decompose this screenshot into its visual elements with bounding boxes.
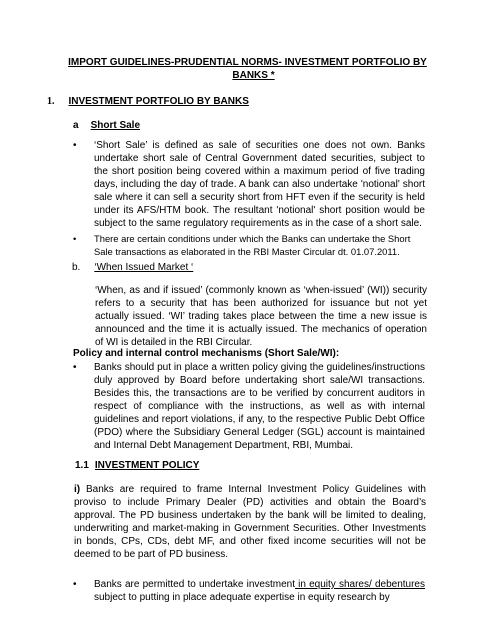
equity-bullet-underlined: in equity shares/ debentures	[294, 579, 425, 590]
section-1-title: INVESTMENT PORTFOLIO BY BANKS	[68, 96, 249, 107]
document-title-line2: BANKS *	[232, 70, 275, 81]
equity-investment-text	[94, 578, 425, 604]
section-a-heading	[73, 120, 140, 131]
equity-bullet-end: subject to putting in place adequate expertise in equity research by	[94, 592, 390, 603]
section-1-1-number: 1.1	[75, 460, 89, 471]
when-issued-paragraph: ‘When, as and if issued’ (commonly known as ‘when-issued’ (WI)) security refers to a security that has been authorized for issuance but not yet actually issued. ‘WI’ trading takes place between the time a new issue is announced and the time it is actually issued. The mechanics of operation of WI is detailed in the RBI Circular.	[95, 285, 427, 348]
section-a-letter: a	[73, 120, 79, 131]
policy-bullet-text: Banks should put in place a written policy giving the guidelines/instructions duly approved by Board before undertaking short sale/WI transactions. Besides this, the transactions are to be verified by concurrent auditors in respect of compliance with the instructions, as well as with internal guidelines and report violations, if any, to the respective Public Debt Office (PDO) where the Subsidiary General Ledger (SGL) account is maintained and Internal Debt Management Department, RBI, Mumbai.	[94, 362, 425, 451]
investment-policy-paragraph	[74, 483, 426, 561]
section-b-heading	[72, 261, 193, 274]
paragraph-lead: i)	[74, 484, 81, 495]
section-a-label: Short Sale	[90, 120, 141, 131]
short-sale-bullet-2	[73, 232, 425, 258]
policy-heading: Policy and internal control mechanisms (Short Sale/WI):	[73, 348, 340, 359]
short-sale-definition-text: ‘Short Sale’ is defined as sale of securities one does not own. Banks undertake short sale of Central Government dated securities, subject to the short position being covered within a maximum period of five trading days, including the day of trade. A bank can also undertake 'notional' short sale where it can sell a security short from HFT even if the security is held under its AFS/HTM book. The resultant 'notional' short position would be subject to the same regulatory requirements as in the case of a short sale.	[94, 140, 425, 229]
document-title-line1: IMPORT GUIDELINES-PRUDENTIAL NORMS- INVESTMENT PORTFOLIO BY	[68, 57, 427, 68]
investment-policy-text: Banks are required to frame Internal Investment Policy Guidelines with proviso to include Primary Dealer (PD) activities and obtain the Board’s approval. The PD business undertaken by the bank will be limited to dealing, underwriting and market-making in Government Securities. Other Investments in bonds, CPs, CDs, debt MF, and other fixed income securities will not be deemed to be part of PD business.	[74, 484, 426, 560]
short-sale-bullet-1	[73, 139, 425, 230]
section-1-1-heading	[75, 460, 199, 471]
bullet-icon: •	[73, 579, 77, 590]
section-1-heading	[47, 96, 249, 107]
short-sale-conditions-text: There are certain conditions under which the Banks can undertake the Short Sale transactions as elaborated in the RBI Master Circular dt. 01.07.2011.	[94, 233, 411, 257]
bullet-icon: •	[73, 362, 77, 373]
equity-investment-bullet	[73, 578, 425, 604]
bullet-icon: •	[73, 140, 77, 151]
section-b-letter: b.	[72, 262, 81, 273]
section-b-label: ‘When Issued Market ‘	[94, 262, 194, 273]
section-1-number: 1.	[47, 96, 55, 107]
policy-bullet	[73, 361, 425, 452]
equity-bullet-start: Banks are permitted to undertake investment	[94, 579, 295, 590]
section-1-1-title: INVESTMENT POLICY	[94, 460, 200, 471]
bullet-icon: •	[73, 233, 77, 244]
